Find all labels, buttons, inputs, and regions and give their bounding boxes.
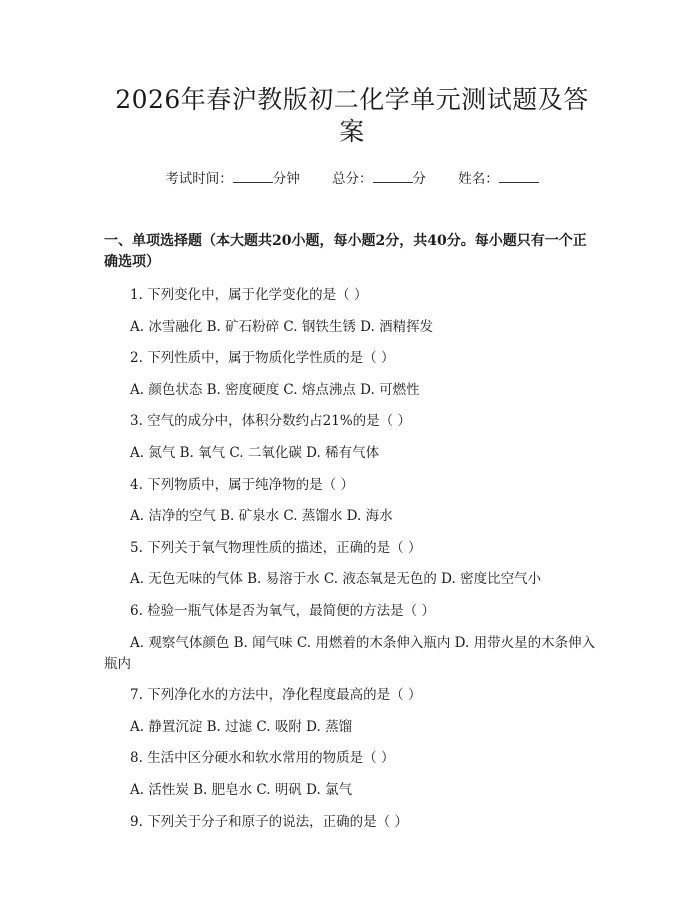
question-6-options: A. 观察气体颜色 B. 闻气味 C. 用燃着的木条伸入瓶内 D. 用带火星的木条伸入瓶内 xyxy=(104,634,596,672)
question-1: 1. 下列变化中，属于化学变化的是（ ） xyxy=(130,287,368,303)
question-9: 9. 下列关于分子和原子的说法，正确的是（ ） xyxy=(130,813,408,830)
question-6: 6. 检验一瓶气体是否为氧气，最简便的方法是（ ） xyxy=(130,602,435,619)
total-score-info xyxy=(332,168,426,189)
exam-time-unit: 分钟 xyxy=(272,171,300,187)
question-3: 3. 空气的成分中，体积分数约占21%的是（ ） xyxy=(130,413,411,430)
question-2: 2. 下列性质中，属于物质化学性质的是（ ） xyxy=(130,350,395,367)
question-3-options: A. 氮气 B. 氧气 C. 二氧化碳 D. 稀有气体 xyxy=(130,444,380,461)
question-4: 4. 下列物质中，属于纯净物的是（ ） xyxy=(130,476,354,493)
exam-time-label: 考试时间： xyxy=(165,171,233,187)
question-5: 5. 下列关于氧气物理性质的描述，正确的是（ ） xyxy=(130,539,422,556)
student-name-blank xyxy=(499,168,539,183)
page-title: 2026年春沪教版初二化学单元测试题及答案 xyxy=(115,85,589,146)
question-4-options: A. 洁净的空气 B. 矿泉水 C. 蒸馏水 D. 海水 xyxy=(130,508,393,525)
total-score-unit: 分 xyxy=(412,171,426,187)
question-5-options: A. 无色无味的气体 B. 易溶于水 C. 液态氧是无色的 D. 密度比空气小 xyxy=(130,571,542,588)
exam-info-row xyxy=(104,168,600,189)
question-2-options: A. 颜色状态 B. 密度硬度 C. 熔点沸点 D. 可燃性 xyxy=(130,381,420,398)
student-name-info xyxy=(458,168,539,189)
exam-time-info xyxy=(165,168,300,189)
question-7-options: A. 静置沉淀 B. 过滤 C. 吸附 D. 蒸馏 xyxy=(130,718,353,735)
total-score-blank xyxy=(373,168,413,183)
student-name-label: 姓名： xyxy=(458,171,499,187)
section-heading: 一、单项选择题（本大题共20小题，每小题2分，共40分。每小题只有一个正确选项） xyxy=(104,233,587,270)
question-8: 8. 生活中区分硬水和软水常用的物质是（ ） xyxy=(130,750,395,767)
exam-time-blank xyxy=(233,168,273,183)
question-7: 7. 下列净化水的方法中，净化程度最高的是（ ） xyxy=(130,687,422,704)
question-list xyxy=(104,285,600,833)
total-score-label: 总分： xyxy=(332,171,373,187)
question-8-options: A. 活性炭 B. 肥皂水 C. 明矾 D. 氯气 xyxy=(130,781,353,798)
question-1-options: A. 冰雪融化 B. 矿石粉碎 C. 钢铁生锈 D. 酒精挥发 xyxy=(130,318,434,335)
